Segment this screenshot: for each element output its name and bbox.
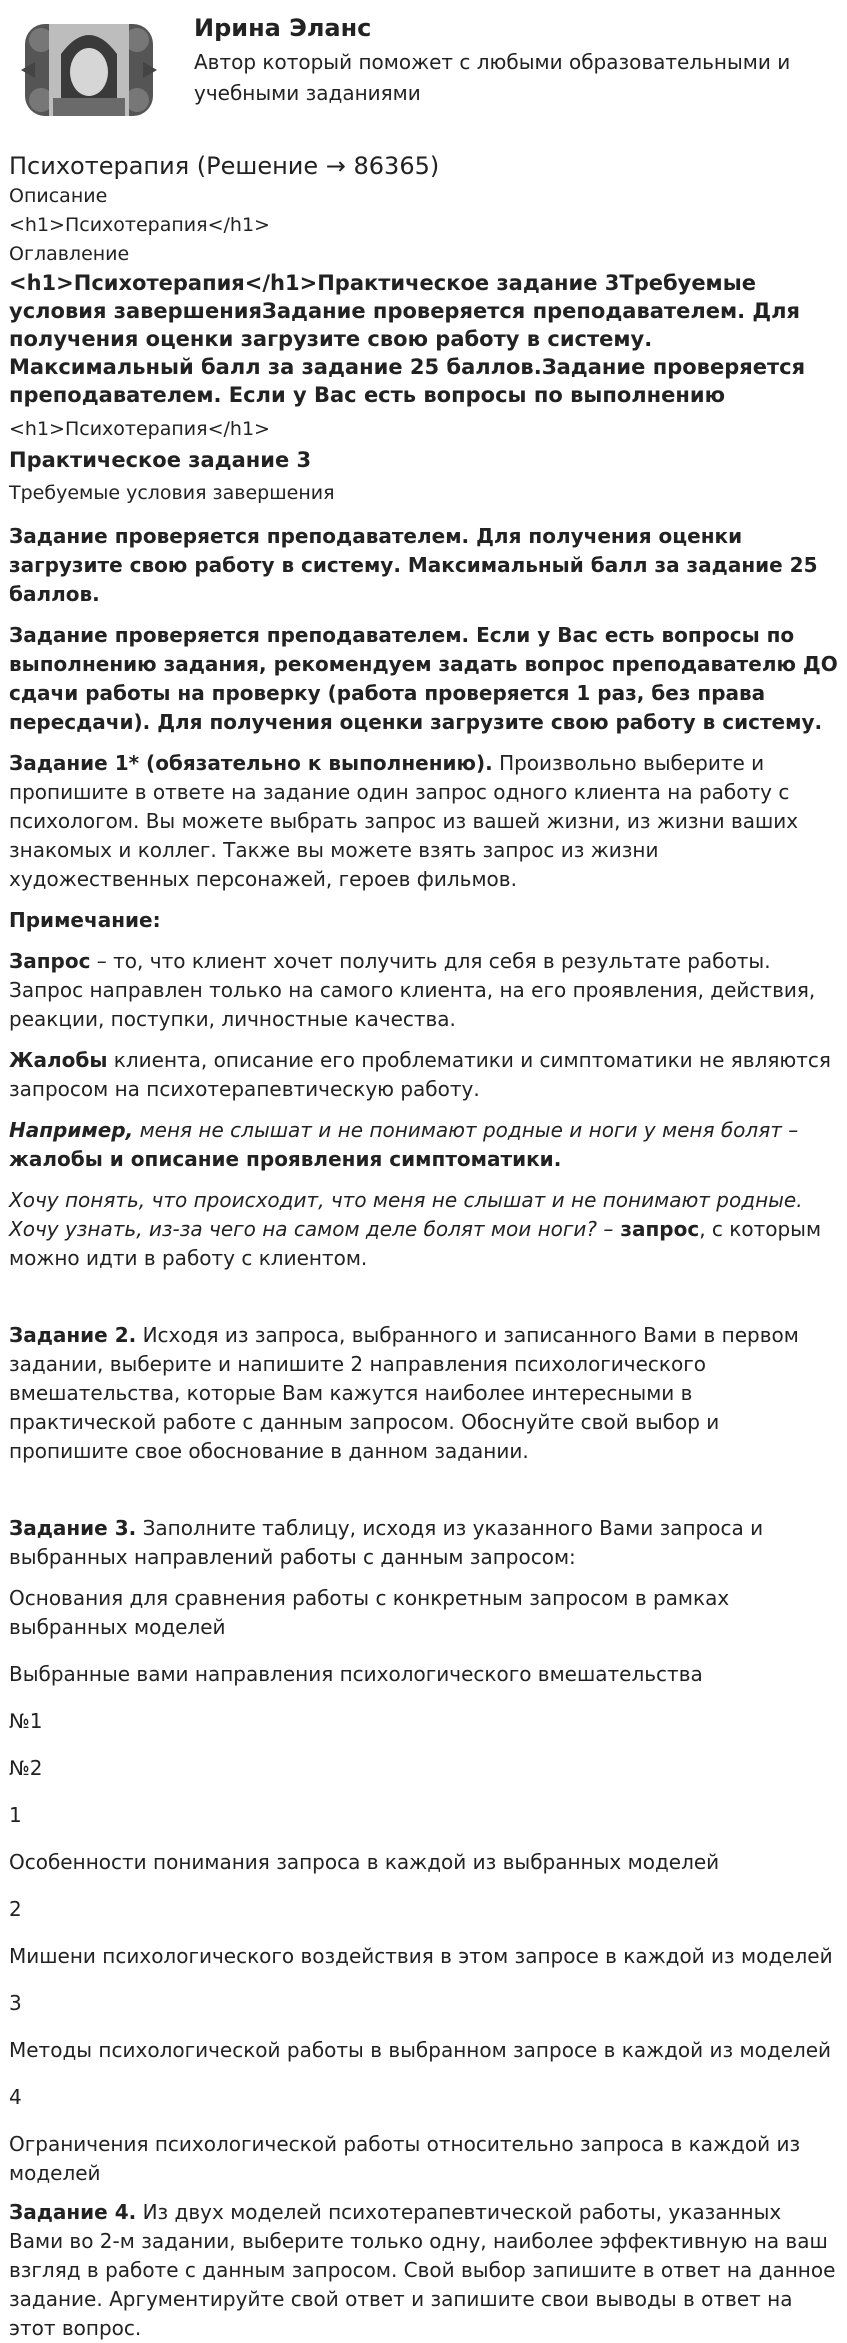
- task-1: [9, 749, 838, 894]
- complaints-definition: [9, 1046, 838, 1104]
- task-4-label: Задание 4.: [9, 2200, 137, 2224]
- author-avatar: [19, 14, 159, 126]
- table-row: Особенности понимания запроса в каждой из выбранных моделей: [9, 1850, 720, 1874]
- task-4-text: Из двух моделей психотерапевтической работы, указанных Вами во 2-м задании, выберите только одну, наиболее эффективную на ваш взгляд в работе с данным запросом. Свой выбор запишите в ответ на данное задание. Аргументируйте свой ответ и запишите свои выводы в ответ на этот вопрос.: [9, 2200, 836, 2340]
- description-label: Описание: [9, 185, 108, 207]
- table-row: 3: [9, 1991, 22, 2015]
- task-1-label: Задание 1* (обязательно к выполнению).: [9, 751, 493, 775]
- task-2: [9, 1321, 838, 1466]
- document-title: Психотерапия (Решение → 86365): [9, 152, 440, 180]
- table-row: 4: [9, 2085, 22, 2109]
- task-3-text: Заполните таблицу, исходя из указанного Вами запроса и выбранных направлений работы с данным запросом:: [9, 1516, 764, 1569]
- example-italic: меня не слышат и не понимают родные и ноги у меня болят –: [133, 1118, 799, 1142]
- task-1-text: Произвольно выберите и пропишите в ответе на задание один запрос одного клиента на работу с психологом. Вы можете выбрать запрос из вашей жизни, из жизни ваших знакомых и коллег. Также вы можете взять запрос из жизни художественных персонажей, героев фильмов.: [9, 751, 799, 891]
- table-row: №2: [9, 1756, 43, 1780]
- example-2-bold: запрос: [613, 1217, 700, 1241]
- table-row: Методы психологической работы в выбранном запросе в каждой из моделей: [9, 2038, 832, 2062]
- request-definition: [9, 947, 838, 1034]
- table-row: Ограничения психологической работы относительно запроса в каждой из моделей: [9, 2132, 801, 2185]
- table-row: Основания для сравнения работы с конкретным запросом в рамках выбранных моделей: [9, 1586, 730, 1639]
- request-text: – то, что клиент хочет получить для себя в результате работы. Запрос направлен только на самого клиента, на его проявления, действия, реакции, поступки, личностные качества.: [9, 949, 816, 1031]
- toc-label: Оглавление: [9, 243, 130, 265]
- table-row: 1: [9, 1803, 22, 1827]
- section-title: Практическое задание 3: [9, 448, 312, 472]
- sub-title: Требуемые условия завершения: [9, 482, 335, 504]
- task-3-label: Задание 3.: [9, 1516, 137, 1540]
- task-2-text: Исходя из запроса, выбранного и записанного Вами в первом задании, выберите и напишите 2 направления психологического вмешательства, которые Вам кажутся наиболее интересными в практической работе с данным запросом. Обоснуйте свой выбор и пропишите свое обоснование в данном задании.: [9, 1323, 799, 1463]
- request-label: Запрос: [9, 949, 91, 973]
- example-label: Например,: [9, 1118, 134, 1142]
- table-row: №1: [9, 1709, 43, 1733]
- table-row: 2: [9, 1897, 22, 1921]
- author-name: Ирина Эланс: [194, 14, 372, 42]
- task-3: [9, 1514, 838, 1572]
- table-row: Выбранные вами направления психологического вмешательства: [9, 1662, 703, 1686]
- note-label: Примечание:: [9, 908, 161, 932]
- example-2-italic: Хочу понять, что происходит, что меня не слышат и не понимают родные. Хочу узнать, из-за чего на самом деле болят мои ноги? –: [9, 1188, 803, 1241]
- task-4: [9, 2198, 838, 2343]
- author-description: Автор который поможет с любыми образовательными и учебными заданиями: [194, 50, 791, 105]
- toc-heading: <h1>Психотерапия</h1>Практическое задание 3Требуемые условия завершенияЗадание проверяется преподавателем. Для получения оценки загрузите свою работу в систему. Максимальный балл за задание 25 баллов.Задание проверяется преподавателем. Если у Вас есть вопросы по выполнению: [9, 271, 806, 407]
- example-bold: жалобы и описание проявления симптоматики.: [9, 1147, 562, 1171]
- example-1: [9, 1116, 838, 1174]
- description-value: <h1>Психотерапия</h1>: [9, 214, 270, 236]
- complaints-label: Жалобы: [9, 1048, 108, 1072]
- author-card: [9, 0, 838, 150]
- raw-h1: <h1>Психотерапия</h1>: [9, 418, 270, 440]
- table-row: Мишени психологического воздействия в этом запросе в каждой из моделей: [9, 1944, 833, 1968]
- paragraph-2: Задание проверяется преподавателем. Если у Вас есть вопросы по выполнению задания, рекомендуем задать вопрос преподавателю ДО сдачи работы на проверку (работа проверяется 1 раз, без права пересдачи). Для получения оценки загрузите свою работу в систему.: [9, 623, 838, 734]
- example-2-text: , с которым можно идти в работу с клиентом.: [9, 1217, 822, 1270]
- task-2-label: Задание 2.: [9, 1323, 137, 1347]
- complaints-text: клиента, описание его проблематики и симптоматики не являются запросом на психотерапевтическую работу.: [9, 1048, 831, 1101]
- example-2: [9, 1186, 838, 1273]
- paragraph-1: Задание проверяется преподавателем. Для получения оценки загрузите свою работу в систему. Максимальный балл за задание 25 баллов.: [9, 524, 818, 606]
